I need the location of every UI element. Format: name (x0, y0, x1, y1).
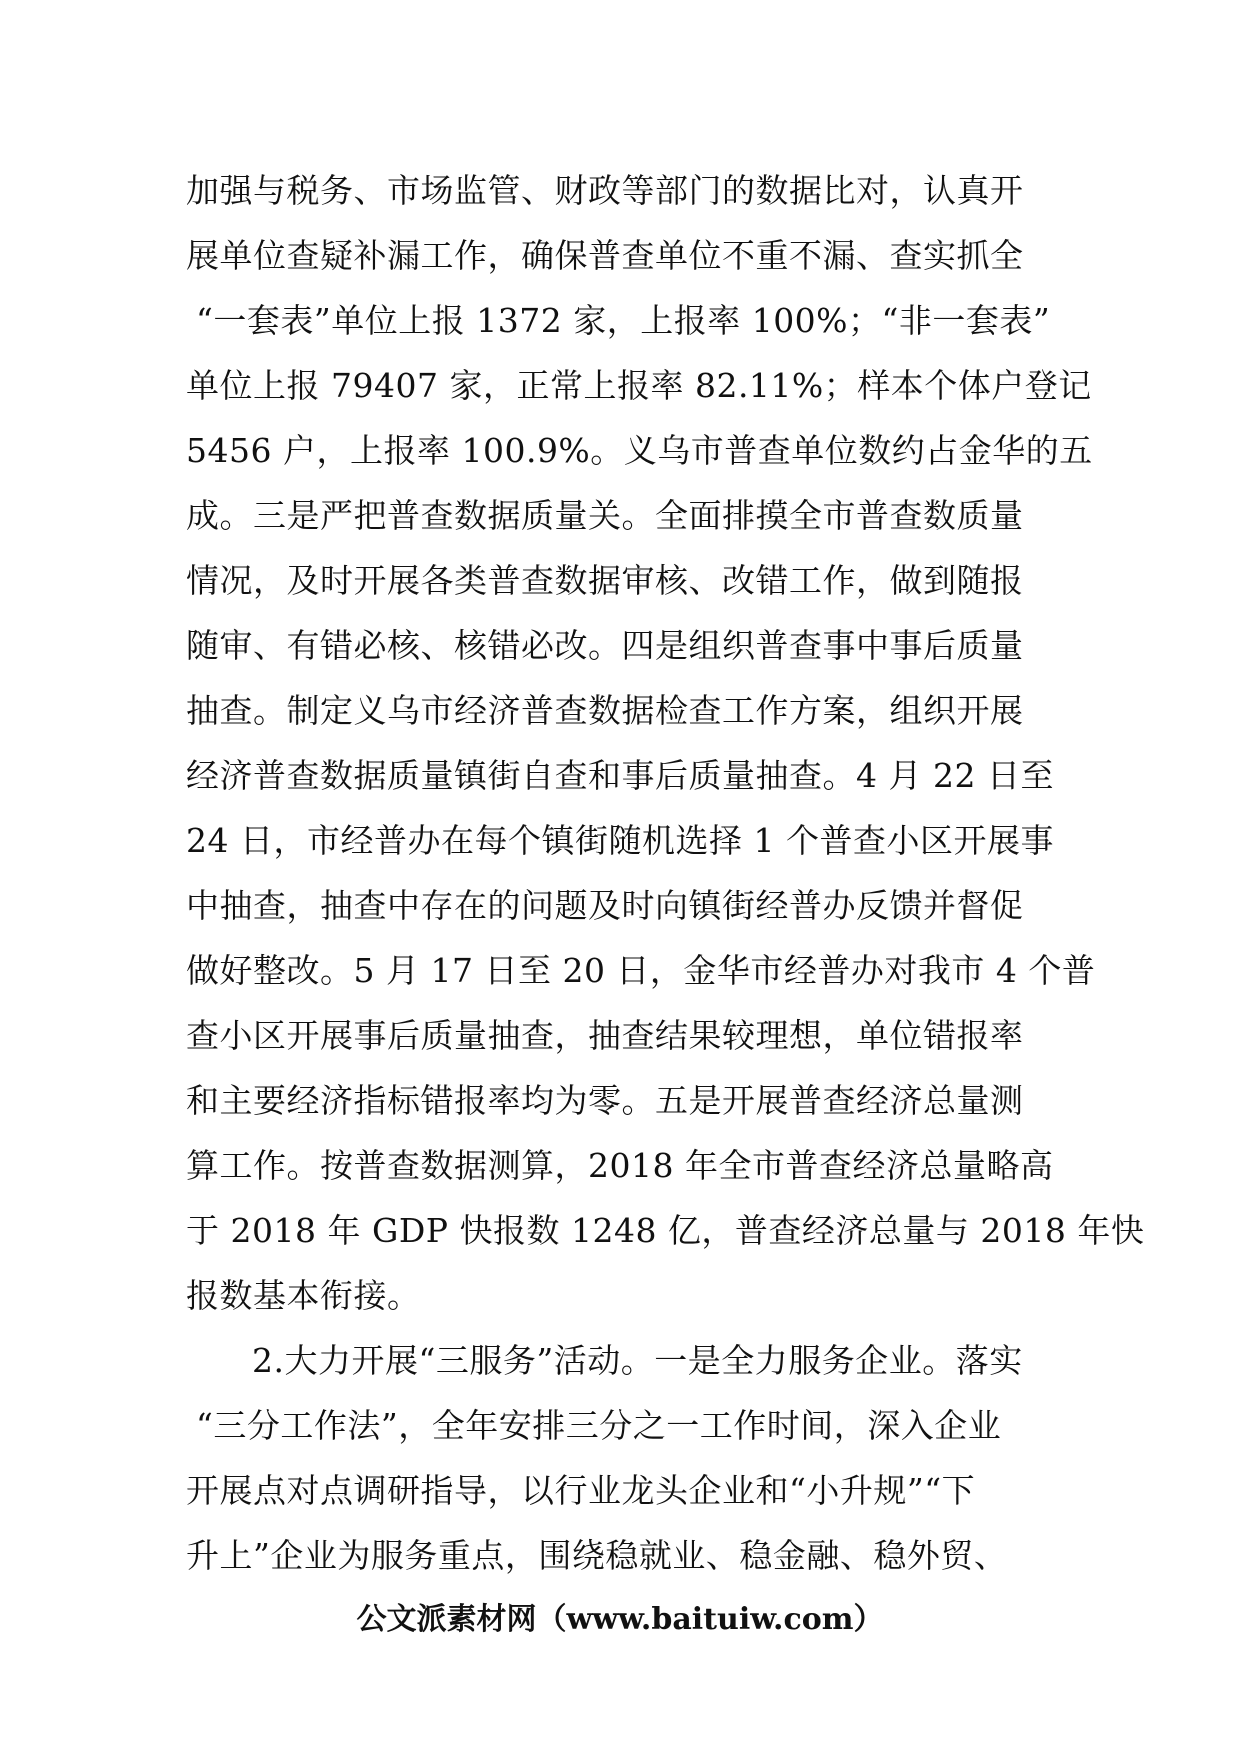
text-line: 抽查。制定义乌市经济普查数据检查工作方案，组织开展 (186, 691, 1024, 730)
text-line: 加强与税务、市场监管、财政等部门的数据比对，认真开 (186, 171, 1024, 210)
text-line: 情况，及时开展各类普查数据审核、改错工作，做到随报 (186, 561, 1024, 600)
text-line: 开展点对点调研指导，以行业龙头企业和“小升规”“下 (186, 1471, 976, 1510)
text-line: 5456 户，上报率 100.9%。义乌市普查单位数约占金华的五 (186, 431, 1093, 470)
text-line: 中抽查，抽查中存在的问题及时向镇街经普办反馈并督促 (186, 886, 1024, 925)
footer-watermark: 公文派素材网（www.baituiw.com） (356, 1602, 884, 1637)
text-line: 经济普查数据质量镇街自查和事后质量抽查。4 月 22 日至 (186, 756, 1054, 795)
text-line: 展单位查疑补漏工作，确保普查单位不重不漏、查实抓全 (186, 236, 1024, 275)
text-line: 24 日，市经普办在每个镇街随机选择 1 个普查小区开展事 (186, 821, 1054, 860)
text-line: “一套表”单位上报 1372 家，上报率 100%；“非一套表” (196, 301, 1051, 340)
text-line: 查小区开展事后质量抽查，抽查结果较理想，单位错报率 (186, 1016, 1024, 1055)
text-line: 成。三是严把普查数据质量关。全面排摸全市普查数质量 (186, 496, 1024, 535)
text-line: 升上”企业为服务重点，围绕稳就业、稳金融、稳外贸、 (186, 1536, 1008, 1575)
text-line: 和主要经济指标错报率均为零。五是开展普查经济总量测 (186, 1081, 1024, 1120)
text-line: 于 2018 年 GDP 快报数 1248 亿，普查经济总量与 2018 年快 (186, 1211, 1145, 1250)
text-line: “三分工作法”，全年安排三分之一工作时间，深入企业 (196, 1406, 1002, 1445)
paragraph-start-line: 2.大力开展“三服务”活动。一是全力服务企业。落实 (252, 1341, 1023, 1380)
text-line: 随审、有错必核、核错必改。四是组织普查事中事后质量 (186, 626, 1024, 665)
text-line: 做好整改。5 月 17 日至 20 日，金华市经普办对我市 4 个普 (186, 951, 1096, 990)
text-line: 算工作。按普查数据测算，2018 年全市普查经济总量略高 (186, 1146, 1054, 1185)
text-line: 报数基本衔接。 (186, 1276, 421, 1315)
body-text (186, 158, 1145, 1588)
text-line: 单位上报 79407 家，正常上报率 82.11%；样本个体户登记 (186, 366, 1092, 405)
